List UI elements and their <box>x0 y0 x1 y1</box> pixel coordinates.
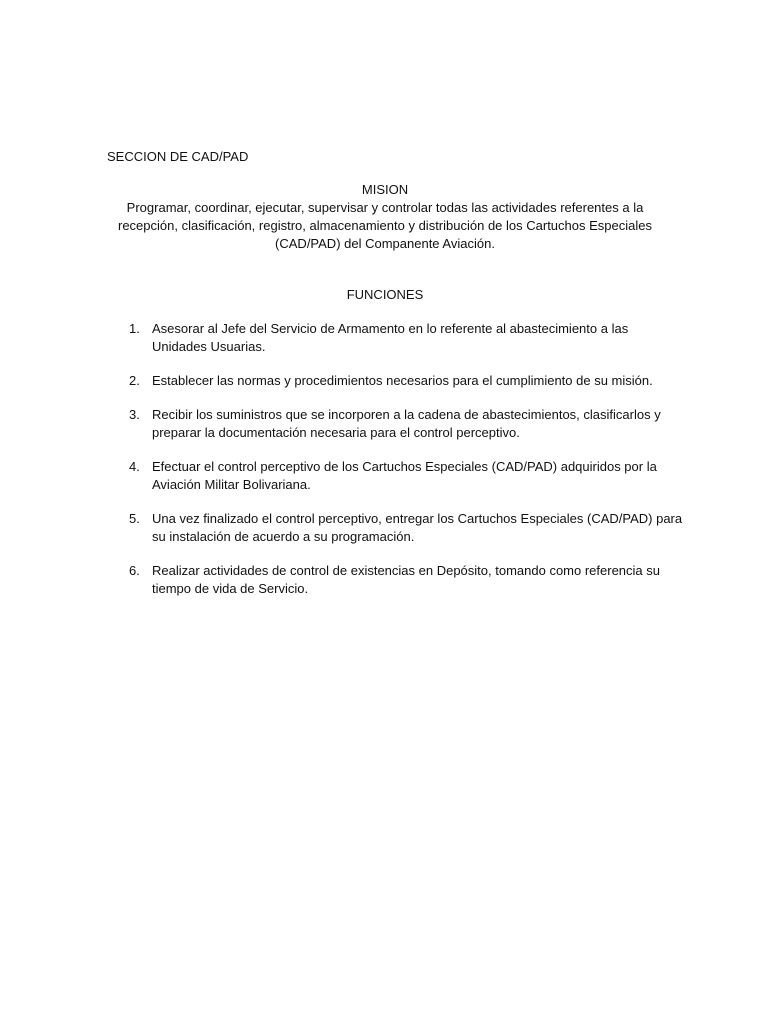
functions-list <box>107 320 687 614</box>
function-line: Realizar actividades de control de existencias en Depósito, tomando como referencia su <box>152 563 660 578</box>
function-number: 1. <box>129 321 140 336</box>
function-text <box>152 406 687 442</box>
function-line: Una vez finalizado el control perceptivo, entregar los Cartuchos Especiales (CAD/PAD) para <box>152 511 683 526</box>
function-item <box>107 510 687 546</box>
function-number: 3. <box>129 407 140 422</box>
function-number: 5. <box>129 511 140 526</box>
function-line: Recibir los suministros que se incorporen a la cadena de abastecimientos, clasificarlos y <box>152 407 661 422</box>
function-item <box>107 372 687 390</box>
mission-line: Programar, coordinar, ejecutar, supervisar y controlar todas las actividades referentes a la <box>126 200 644 215</box>
mission-heading: MISION <box>361 182 409 197</box>
function-line: Asesorar al Jefe del Servicio de Armamento en lo referente al abastecimiento a las <box>152 321 629 336</box>
mission-block <box>110 181 660 253</box>
function-line: su instalación de acuerdo a su programación. <box>152 529 415 544</box>
function-text <box>152 372 687 390</box>
function-line: tiempo de vida de Servicio. <box>152 581 309 596</box>
function-number: 2. <box>129 373 140 388</box>
function-line: Efectuar el control perceptivo de los Cartuchos Especiales (CAD/PAD) adquiridos por la <box>152 459 657 474</box>
function-line: Unidades Usuarias. <box>152 339 266 354</box>
mission-text <box>110 199 660 253</box>
function-number: 6. <box>129 563 140 578</box>
function-number: 4. <box>129 459 140 474</box>
function-item <box>107 458 687 494</box>
function-line: preparar la documentación necesaria para el control perceptivo. <box>152 425 520 440</box>
function-text <box>152 510 687 546</box>
mission-line: (CAD/PAD) del Companente Aviación. <box>275 236 495 251</box>
function-line: Aviación Militar Bolivariana. <box>152 477 311 492</box>
function-item <box>107 320 687 356</box>
function-item <box>107 562 687 598</box>
function-text <box>152 562 687 598</box>
mission-line: recepción, clasificación, registro, almacenamiento y distribución de los Cartuchos Especiales <box>118 218 652 233</box>
function-text <box>152 458 687 494</box>
functions-heading: FUNCIONES <box>346 287 424 302</box>
function-line: Establecer las normas y procedimientos necesarios para el cumplimiento de su misión. <box>152 373 653 388</box>
function-text <box>152 320 687 356</box>
section-title: SECCION DE CAD/PAD <box>107 149 249 164</box>
function-item <box>107 406 687 442</box>
